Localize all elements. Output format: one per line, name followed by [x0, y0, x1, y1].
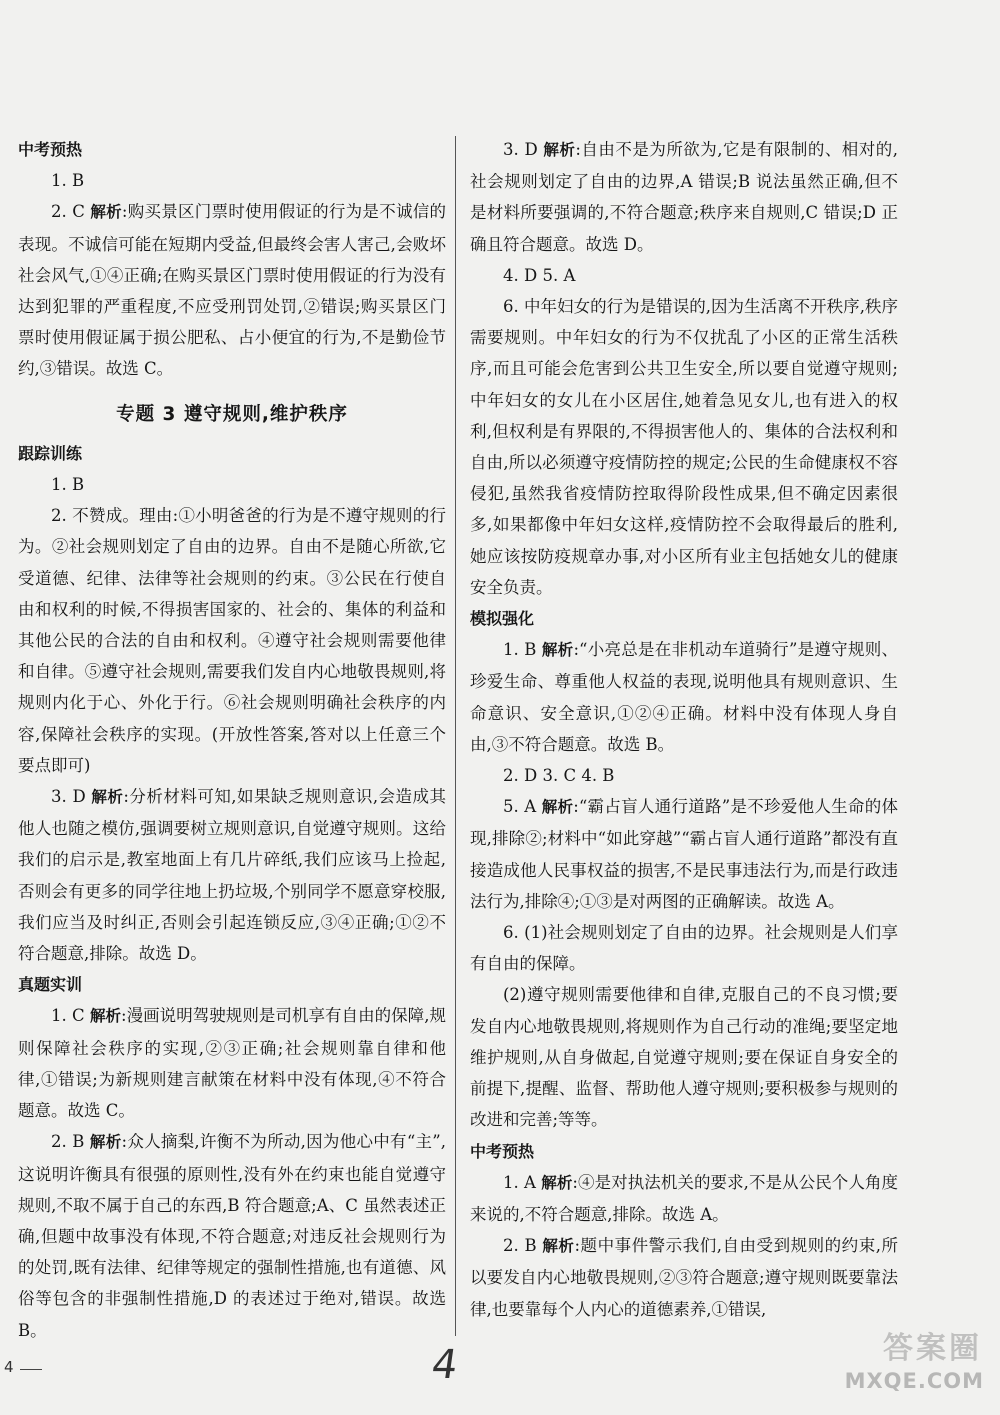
analysis-label: 解析 — [543, 141, 576, 159]
right-column — [470, 134, 898, 1325]
answer-item: 2. 不赞成。理由:①小明爸爸的行为是不遵守规则的行为。②社会规则划定了自由的边界。自由不是随心所欲,它受道德、纪律、法律等社会规则的约束。③公民在行使自由和权利的时候,不得损害国家的、社会的、集体的利益和其他公民的合法的自由和权利。④遵守社会规则需要他律和自律。⑤遵守社会规则,需要我们发自内心地敬畏规则,将规则内化于心、外化于行。⑥社会规则明确社会秩序的内容,保障社会秩序的实现。(开放性答案,答对以上任意三个要点即可) — [18, 506, 446, 775]
answer-number: 2. B — [51, 1132, 90, 1152]
answer-item: 2. D 3. C 4. B — [503, 766, 615, 786]
analysis-label: 解析 — [90, 203, 122, 222]
section-heading: 中考预热 — [18, 140, 83, 159]
answer-item — [470, 1167, 898, 1230]
section-heading: 跟踪训练 — [18, 443, 83, 463]
analysis-label: 解析 — [541, 798, 574, 817]
watermark-text: MXQE.COM — [844, 1369, 984, 1393]
analysis-text: :分析材料可知,如果缺乏规则意识,会造成其他人也随之模仿,强调要树立规则意识,自觉遵守规则。这给我们的启示是,教室地面上有几片碎纸,我们应该马上捡起,否则会有更多的同学往地上扔垃圾,个别同学不愿意穿校服,我们应当及时纠正,否则会引起连锁反应,③④正确;①②不符合题意,排除。故选 D。 — [18, 787, 446, 964]
answer-item — [18, 781, 446, 969]
answer-item — [470, 134, 898, 260]
analysis-label: 解析 — [541, 641, 574, 660]
answer-number: 1. B — [503, 640, 542, 660]
analysis-text: :漫画说明驾驶规则是司机享有自由的保障,规则保障社会秩序的实现,②③正确;社会规则靠自律和他律,①错误;为新规则建言献策在材料中没有体现,④不符合题意。故选 C。 — [18, 1006, 446, 1121]
answer-number: 3. D — [503, 140, 544, 159]
answer-number: 1. C — [51, 1006, 90, 1026]
page-number-rule — [20, 1369, 42, 1370]
answer-item: 1. B — [51, 171, 85, 191]
column-divider — [455, 136, 456, 1336]
handwritten-number: 4 — [428, 1342, 461, 1388]
answer-number: 5. A — [503, 797, 542, 817]
answer-item: 4. D 5. A — [503, 265, 576, 285]
section-heading: 真题实训 — [18, 975, 83, 995]
answer-item: 6. 中年妇女的行为是错误的,因为生活离不开秩序,秩序需要规则。中年妇女的行为不仅扰乱了小区的正常生活秩序,而且可能会危害到公共卫生安全,所以要自觉遵守规则;中年妇女的女儿在小区居住,她着急见女儿,也有进入的权利,但权利是有界限的,不得损害他人的、集体的合法权利和自由,所以必须遵守疫情防控的规定;公民的生命健康权不容侵犯,虽然我省疫情防控取得阶段性成果,但不确定因素很多,如果都像中年妇女这样,疫情防控不会取得最后的胜利,她应该按防疫规章办事,对小区所有业主包括她女儿的健康安全负责。 — [470, 297, 898, 597]
answer-item — [18, 1126, 446, 1345]
analysis-text: :购买景区门票时使用假证的行为是不诚信的表现。不诚信可能在短期内受益,但最终会害人害己,会败坏社会风气,①④正确;在购买景区门票时使用假证的行为没有达到犯罪的严重程度,不应受刑罚处罚,②错误;购买景区门票时使用假证属于损公肥私、占小便宜的行为,不是勤俭节约,③错误。故选 C。 — [18, 202, 446, 379]
section-heading: 模拟强化 — [470, 609, 535, 629]
left-column — [18, 134, 446, 1346]
analysis-label: 解析 — [89, 1007, 122, 1026]
answer-number: 2. C — [51, 202, 91, 222]
section-heading: 中考预热 — [470, 1141, 535, 1161]
analysis-label: 解析 — [541, 1173, 573, 1192]
answer-number: 3. D — [51, 787, 92, 807]
answer-number: 1. A — [503, 1172, 542, 1192]
analysis-text: :众人摘梨,许衡不为所动,因为他心中有“主”,这说明许衡具有很强的原则性,没有外在约束也能自觉遵守规则,不取不属于自己的东西,B 符合题意;A、C 虽然表述正确,但题中故事没有体现,不符合题意;对违反社会规则行为的处罚,既有法律、纪律等规定的强制性措施,也有道德、风俗等包含的非强制性措施,D 的表述过于绝对,错误。故选 B。 — [18, 1132, 446, 1340]
answer-item — [18, 196, 446, 384]
analysis-label: 解析 — [89, 1133, 122, 1152]
page-number: 4 — [4, 1358, 14, 1376]
answer-item — [470, 791, 898, 917]
watermark-logo: 答案圈 — [883, 1331, 982, 1366]
analysis-text: :题中事件警示我们,自由受到规则的约束,所以要发自内心地敬畏规则,②③符合题意;遵守规则既要靠法律,也要靠每个人内心的道德素养,①错误, — [470, 1236, 898, 1319]
topic-title: 专题 3 遵守规则,维护秩序 — [116, 403, 348, 425]
answer-item: 1. B — [51, 475, 85, 495]
answer-item: (2)遵守规则需要他律和自律,克服自己的不良习惯;要发自内心地敬畏规则,将规则作为自己行动的准绳;要坚定地维护规则,从自身做起,自觉遵守规则;要在保证自身安全的前提下,提醒、监督、帮助他人遵守规则;要积极参与规则的改进和完善;等等。 — [470, 985, 898, 1130]
analysis-text: :“霸占盲人通行道路”是不珍爱他人生命的体现,排除②;材料中“如此穿越”“霸占盲人通行道路”都没有直接造成他人民事权益的损害,不是民事违法行为,而是行政违法行为,排除④;①③是对两图的正确解读。故选 A。 — [470, 797, 898, 911]
watermark — [824, 1323, 992, 1405]
answer-number: 2. B — [503, 1236, 543, 1256]
analysis-label: 解析 — [542, 1237, 575, 1256]
analysis-label: 解析 — [91, 788, 124, 807]
analysis-text: :自由不是为所欲为,它是有限制的、相对的,社会规则划定了自由的边界,A 错误;B 说法虽然正确,但不是材料所要强调的,不符合题意;秩序来自规则,C 错误;D 正确且符合题意。故选 D。 — [470, 140, 898, 254]
answer-item — [470, 1230, 898, 1325]
answer-item: 6. (1)社会规则划定了自由的边界。社会规则是人们享有自由的保障。 — [470, 923, 898, 974]
analysis-text: :④是对执法机关的要求,不是从公民个人角度来说的,不符合题意,排除。故选 A。 — [470, 1172, 898, 1224]
analysis-text: :“小亮总是在非机动车道骑行”是遵守规则、珍爱生命、尊重他人权益的表现,说明他具有规则意识、生命意识、安全意识,①②④正确。材料中没有体现人身自由,③不符合题意。故选 B。 — [470, 640, 898, 754]
answer-item — [470, 634, 898, 760]
answer-item — [18, 1000, 446, 1126]
